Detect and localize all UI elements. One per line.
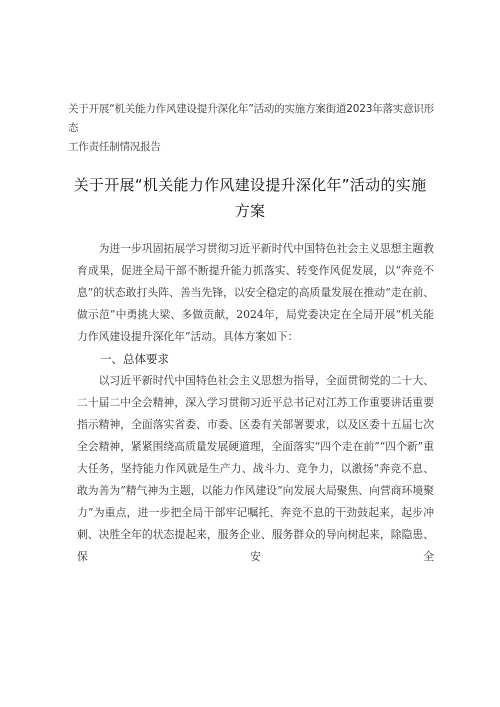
intro-paragraph: 为进一步巩固拓展学习贯彻习近平新时代中国特色社会主义思想主题教育成果，促进全局干部不断提升能力抓落实、转变作风促发展，以“奔竞不息”的状态敢打头阵、善当先锋，以安全稳定的高质量发展在推动“走在前、做示范”中勇挑大梁、多做贡献，2024年，局党委决定在全局开展“机关能力作风建设提升深化年”活动。具体方案如下：	[77, 242, 434, 343]
document-title	[60, 172, 440, 224]
header-line-2: 工作责任制情况报告	[68, 141, 161, 153]
section-heading-general-requirements: 一、总体要求	[100, 352, 169, 366]
document-header	[68, 100, 443, 157]
document-body	[77, 238, 434, 568]
general-requirements-paragraph: 以习近平新时代中国特色社会主义思想为指导，全面贯彻党的二十大、二十届二中全会精神，深入学习贯彻习近平总书记对江苏工作重要讲话重要指示精神，全面落实省委、市委、区委有关部署要求，以及区委十五届七次全会精神，紧紧围绕高质量发展硬道理，全面落实“四个走在前”“四个新”重大任务，坚持能力作风就是生产力、战斗力、竞争力，以激扬“奔竞不息、敢为善为”精气神为主题，以能力作风建设“向发展大局聚焦、向营商环境聚力”为重点，进一步把全局干部牢记嘱托、奔竞不息的干劲鼓起来，起步冲刺、决胜全年的状态提起来，服务企业、服务群众的导向树起来，除隐患、保安全	[77, 374, 434, 563]
title-line-1: 关于开展“机关能力作风建设提升深化年”活动的实施	[73, 176, 427, 194]
title-line-2: 方案	[234, 202, 266, 220]
header-line-1: 关于开展“机关能力作风建设提升深化年”活动的实施方案街道2023年落实意识形态	[68, 103, 434, 134]
